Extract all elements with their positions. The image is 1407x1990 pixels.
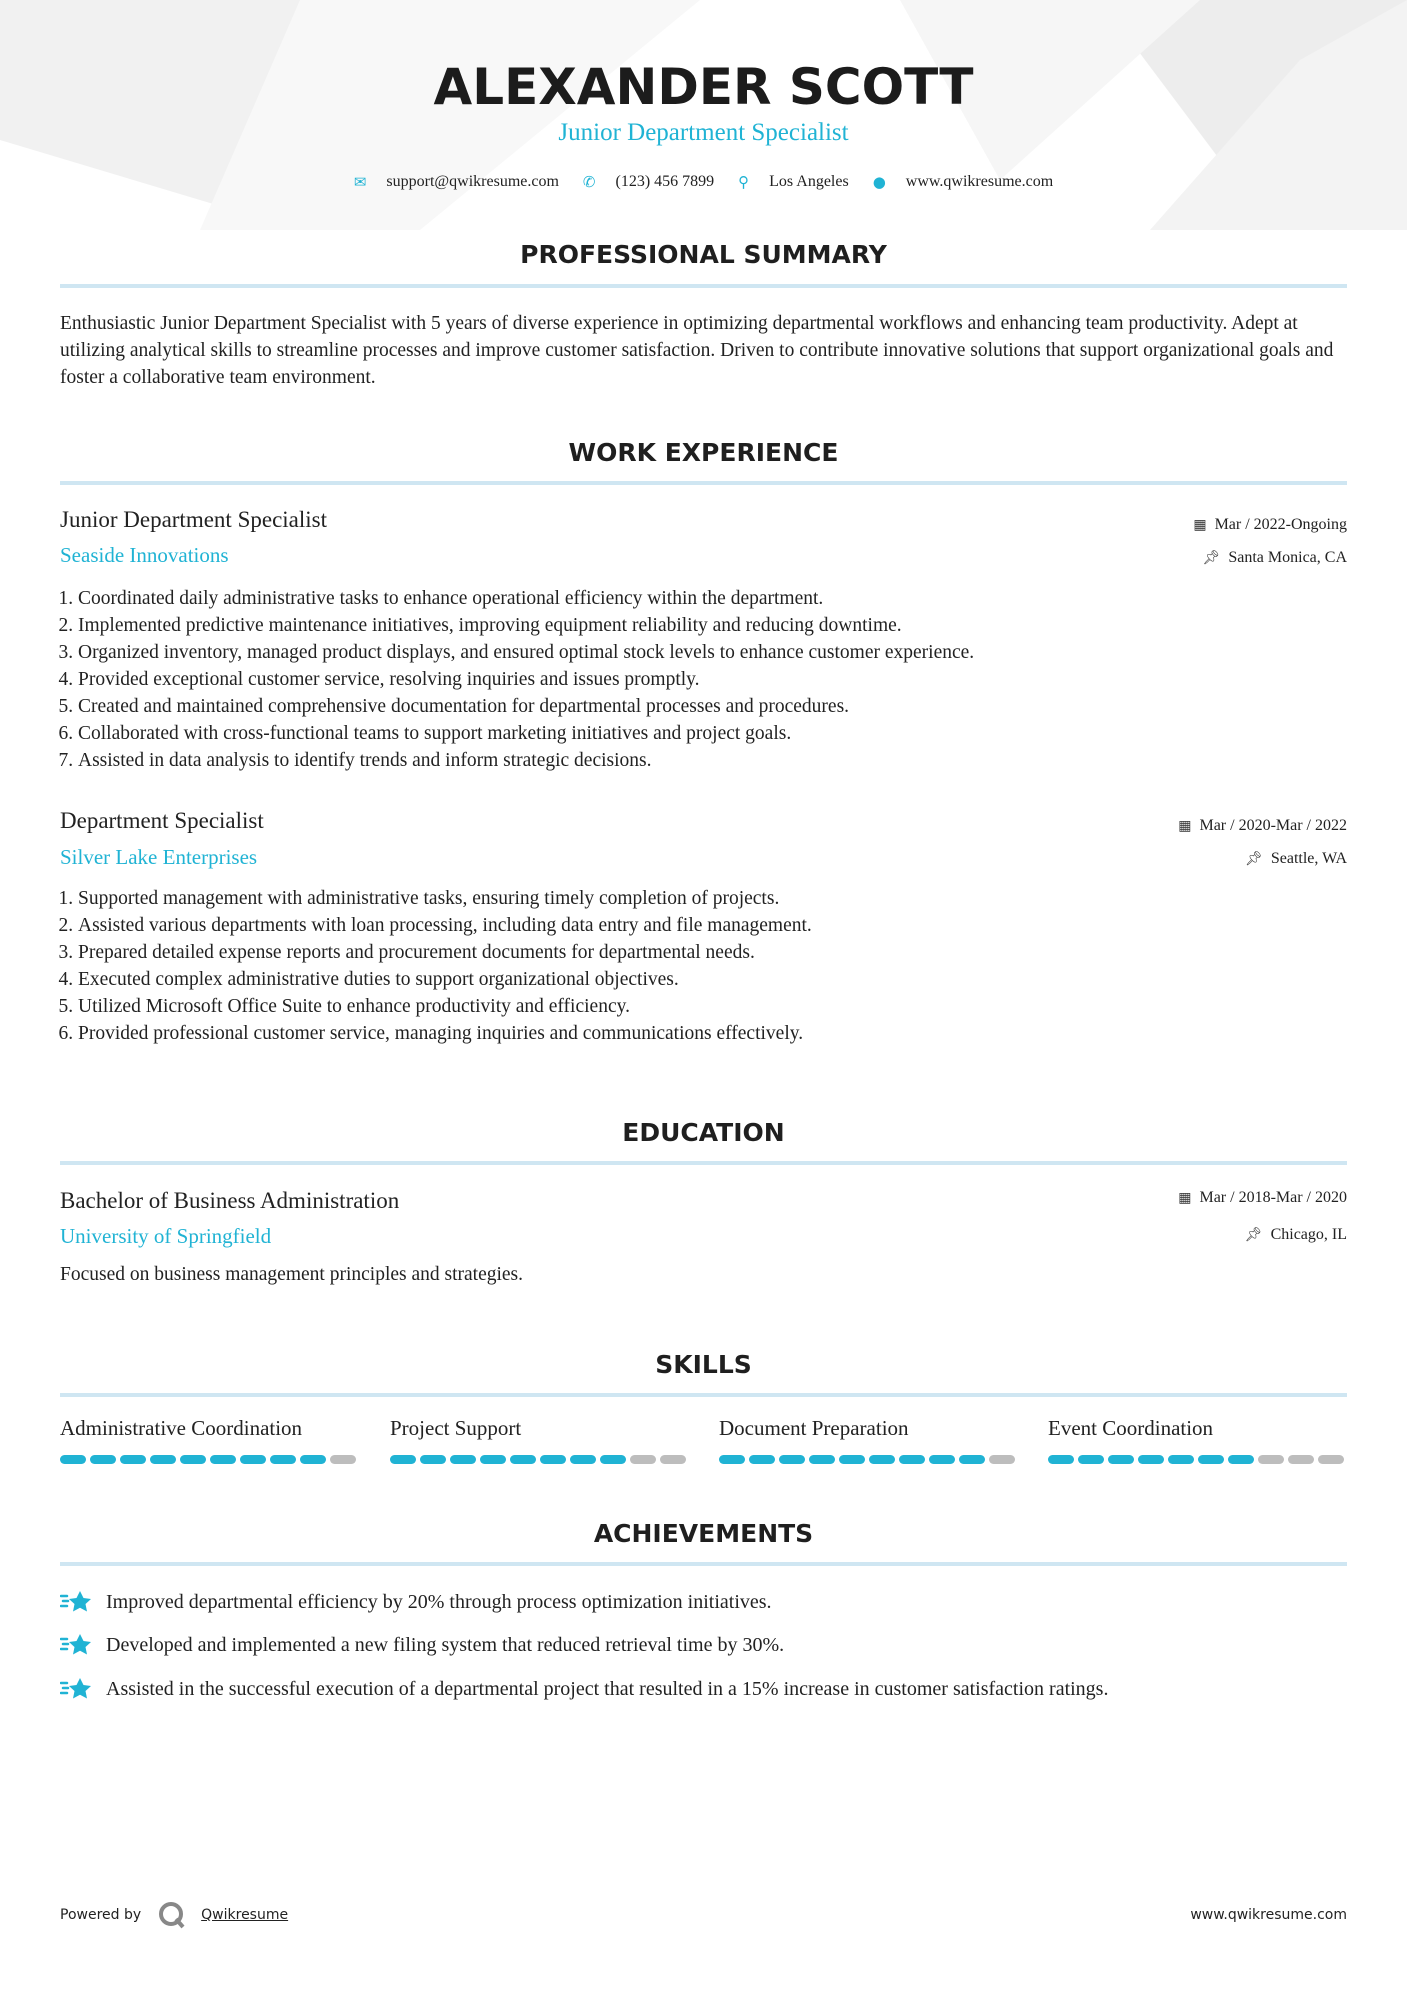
skill-segment-filled: [60, 1455, 86, 1464]
list-item: 6. Provided professional customer service, managing inquiries and communications effectively.: [78, 1020, 1368, 1047]
skill-segment-filled: [180, 1455, 206, 1464]
envelope-icon: ✉: [353, 173, 367, 191]
skill-rating: [60, 1455, 360, 1464]
list-item: 7. Assisted in data analysis to identify trends and inform strategic decisions.: [78, 747, 1368, 774]
list-item: 4. Executed complex administrative duties to support organizational objectives.: [78, 966, 1368, 993]
star-icon: [60, 1631, 94, 1659]
skill-segment-filled: [510, 1455, 536, 1464]
divider: [60, 1161, 1347, 1165]
skill-name: Event Coordination: [1048, 1416, 1214, 1440]
skill-item: [390, 1416, 690, 1464]
star-icon: [60, 1588, 94, 1616]
section-heading-achievements: ACHIEVEMENTS: [593, 1519, 814, 1548]
website-text: www.qwikresume.com: [905, 173, 1054, 190]
skill-segment-empty: [630, 1455, 656, 1464]
achievement-text: Developed and implemented a new filing system that reduced retrieval time by 30%.: [106, 1633, 785, 1656]
job-bullets: [52, 585, 1368, 774]
calendar-icon: ▦: [1178, 818, 1192, 834]
skill-segment-empty: [330, 1455, 356, 1464]
divider: [60, 284, 1347, 288]
calendar-icon: ▦: [1193, 517, 1207, 533]
company-name: Seaside Innovations: [60, 543, 229, 567]
skill-name: Project Support: [390, 1416, 522, 1440]
candidate-name: ALEXANDER SCOTT: [433, 58, 974, 116]
skill-segment-filled: [270, 1455, 296, 1464]
contact-website[interactable]: [873, 173, 1053, 191]
email-text: support@qwikresume.com: [386, 173, 559, 190]
skill-segment-filled: [90, 1455, 116, 1464]
skill-segment-filled: [450, 1455, 476, 1464]
calendar-icon: ▦: [1178, 1190, 1192, 1206]
powered-by-label: Powered by: [60, 1907, 142, 1923]
skill-segment-filled: [869, 1455, 895, 1464]
skill-segment-filled: [120, 1455, 146, 1464]
footer-powered-by: [60, 1900, 288, 1930]
skill-segment-filled: [570, 1455, 596, 1464]
divider: [60, 1562, 1347, 1566]
skill-segment-empty: [660, 1455, 686, 1464]
job-title: Department Specialist: [60, 808, 264, 833]
job-location: [1203, 549, 1347, 567]
skill-segment-empty: [1288, 1455, 1314, 1464]
qwikresume-link[interactable]: Qwikresume: [201, 1907, 289, 1923]
achievement-item: [60, 1675, 1108, 1703]
skill-segment-filled: [150, 1455, 176, 1464]
skill-name: Document Preparation: [719, 1416, 909, 1440]
star-icon: [60, 1675, 94, 1703]
education-dates: [1178, 1189, 1347, 1207]
skill-segment-empty: [989, 1455, 1015, 1464]
list-item: 6. Collaborated with cross-functional teams to support marketing initiatives and project goals.: [78, 720, 1368, 747]
achievement-text: Improved departmental efficiency by 20% through process optimization initiatives.: [106, 1590, 772, 1613]
job-dates: [1178, 817, 1347, 835]
achievement-text: Assisted in the successful execution of a departmental project that resulted in a 15% increase in customer satisfaction ratings.: [106, 1677, 1109, 1700]
school-name: University of Springfield: [60, 1224, 272, 1248]
skill-item: [60, 1416, 360, 1464]
list-item: 2. Implemented predictive maintenance initiatives, improving equipment reliability and reducing downtime.: [78, 612, 1368, 639]
skill-segment-filled: [1048, 1455, 1074, 1464]
skill-name: Administrative Coordination: [60, 1416, 303, 1440]
footer-website[interactable]: www.qwikresume.com: [1190, 1907, 1347, 1923]
education-location: [1245, 1226, 1347, 1244]
location-text: Chicago, IL: [1270, 1226, 1347, 1243]
skill-segment-filled: [749, 1455, 775, 1464]
skill-segment-filled: [540, 1455, 566, 1464]
job-dates: [1193, 516, 1347, 534]
summary-text: Enthusiastic Junior Department Specialist with 5 years of diverse experience in optimizing departmental workflows and enhancing team productivity. Adept at utilizing analytical skills to streamline processes and improve customer satisfaction. Driven to contribute innovative solutions that support organizational goals and foster a collaborative team environment.: [60, 313, 1334, 388]
dates-text: Mar / 2022-Ongoing: [1214, 516, 1347, 533]
contact-location: [738, 173, 849, 191]
section-heading-experience: WORK EXPERIENCE: [568, 438, 839, 467]
skill-segment-empty: [1318, 1455, 1344, 1464]
skill-segment-filled: [1168, 1455, 1194, 1464]
skill-segment-filled: [839, 1455, 865, 1464]
candidate-title: Junior Department Specialist: [558, 119, 849, 146]
achievement-item: [60, 1588, 772, 1616]
dates-text: Mar / 2018-Mar / 2020: [1199, 1189, 1347, 1206]
skill-segment-filled: [1198, 1455, 1224, 1464]
skill-segment-filled: [929, 1455, 955, 1464]
location-text: Santa Monica, CA: [1228, 549, 1347, 566]
job-bullets: [52, 885, 1368, 1047]
section-heading-skills: SKILLS: [655, 1350, 752, 1379]
skill-segment-filled: [719, 1455, 745, 1464]
skill-segment-filled: [480, 1455, 506, 1464]
list-item: 5. Utilized Microsoft Office Suite to enhance productivity and efficiency.: [78, 993, 1368, 1020]
list-item: 1. Coordinated daily administrative tasks to enhance operational efficiency within the department.: [78, 585, 1368, 612]
skill-segment-filled: [899, 1455, 925, 1464]
skill-rating: [390, 1455, 690, 1464]
skill-segment-filled: [1228, 1455, 1254, 1464]
contact-bar: [0, 173, 1407, 191]
company-name: Silver Lake Enterprises: [60, 845, 258, 869]
pin-icon: 📌︎: [1244, 1227, 1263, 1243]
skill-segment-filled: [779, 1455, 805, 1464]
skill-segment-filled: [959, 1455, 985, 1464]
skill-segment-filled: [809, 1455, 835, 1464]
skill-segment-filled: [1108, 1455, 1134, 1464]
list-item: 3. Organized inventory, managed product displays, and ensured optimal stock levels to enhance customer experience.: [78, 639, 1368, 666]
pin-icon: 📌︎: [1245, 851, 1263, 867]
list-item: 3. Prepared detailed expense reports and procurement documents for departmental needs.: [78, 939, 1368, 966]
list-item: 2. Assisted various departments with loan processing, including data entry and file management.: [78, 912, 1368, 939]
job-title: Junior Department Specialist: [60, 507, 327, 532]
location-text: Los Angeles: [769, 173, 849, 190]
contact-email[interactable]: [354, 173, 559, 191]
dates-text: Mar / 2020-Mar / 2022: [1199, 817, 1347, 834]
skill-segment-filled: [1138, 1455, 1164, 1464]
section-heading-summary: PROFESSIONAL SUMMARY: [520, 240, 887, 269]
skill-segment-filled: [420, 1455, 446, 1464]
divider: [60, 481, 1347, 485]
skill-segment-filled: [240, 1455, 266, 1464]
list-item: 4. Provided exceptional customer service, resolving inquiries and issues promptly.: [78, 666, 1368, 693]
job-location: [1245, 850, 1347, 868]
skill-rating: [1048, 1455, 1348, 1464]
globe-icon: ●: [872, 173, 886, 191]
education-description: Focused on business management principles and strategies.: [60, 1264, 524, 1285]
list-item: 1. Supported management with administrative tasks, ensuring timely completion of projects.: [78, 885, 1368, 912]
degree-title: Bachelor of Business Administration: [60, 1188, 400, 1213]
skill-segment-filled: [300, 1455, 326, 1464]
skill-segment-filled: [1078, 1455, 1104, 1464]
qwikresume-logo-icon: [157, 1900, 187, 1930]
section-heading-education: EDUCATION: [622, 1118, 785, 1147]
skill-rating: [719, 1455, 1019, 1464]
skill-segment-empty: [1258, 1455, 1284, 1464]
location-text: Seattle, WA: [1270, 850, 1347, 867]
map-marker-icon: ⚲: [738, 173, 750, 191]
achievement-item: [60, 1631, 784, 1659]
skill-item: [1048, 1416, 1348, 1464]
skill-segment-filled: [600, 1455, 626, 1464]
phone-icon: ✆: [582, 173, 596, 191]
phone-text: (123) 456 7899: [615, 173, 715, 190]
contact-phone[interactable]: [583, 173, 714, 191]
skill-segment-filled: [390, 1455, 416, 1464]
skill-item: [719, 1416, 1019, 1464]
divider: [60, 1393, 1347, 1397]
list-item: 5. Created and maintained comprehensive documentation for departmental processes and procedures.: [78, 693, 1368, 720]
skill-segment-filled: [210, 1455, 236, 1464]
pin-icon: 📌︎: [1202, 550, 1221, 566]
